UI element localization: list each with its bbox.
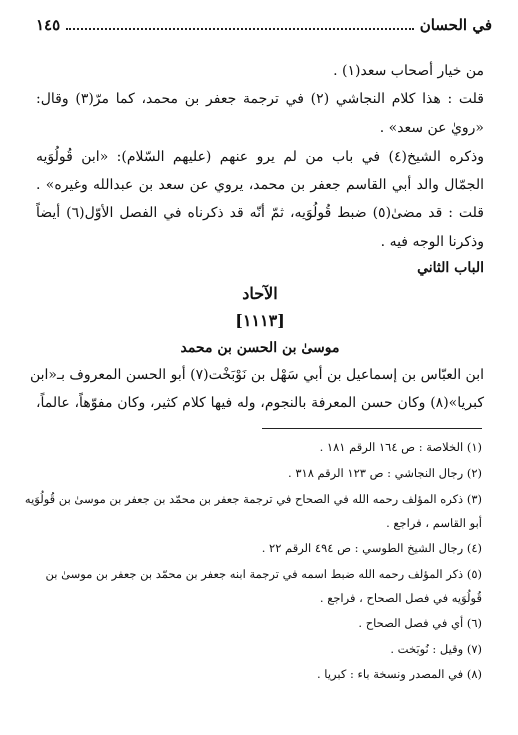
body-line-3: «رويٰ عن سعد» . [379,120,484,136]
footnote-2: (٢) رجال النجاشي : ص ١٢٣ الرقم ٣١٨ . [288,466,482,480]
running-head [36,12,492,38]
footnote-4: (٤) رجال الشيخ الطوسي : ص ٤٩٤ الرقم ٢٢ . [261,541,482,555]
chapter-heading: الباب الثاني [417,260,484,276]
entry-number: [١١١٣] [235,311,285,330]
body-line-4: وذكره الشيخ(٤) في باب من لم يرو عنهم (عليهم السّلام): «ابن قُولُوَيه [36,149,484,165]
page-number: ١٤٥ [36,16,61,34]
footnote-3-cont: أبو القاسم ، فراجع . [386,516,482,530]
body-line-7: وذكرنا الوجه فيه . [380,234,484,250]
running-head-title: في الحسان [419,16,492,34]
footnote-5-cont: قُولُوَيه في فصل الصحاح ، فراجع . [319,591,482,605]
footnote-3: (٣) ذكره المؤلف رحمه الله في الصحاح في ترجمة جعفر بن محمّد بن جعفر بن موسىٰ بن قُولُوَيه [24,492,482,506]
section-heading: الآحاد [242,284,278,303]
entry-title: موسىٰ بن الحسن بن محمد [180,340,340,356]
footnote-5: (٥) ذكر المؤلف رحمه الله ضبط اسمه في ترجمة ابنه جعفر بن محمّد بن جعفر بن موسىٰ بن [45,567,482,581]
footnote-8: (٨) في المصدر ونسخة باء : كبريا . [317,667,482,681]
body-line-6: قلت : قد مضىٰ(٥) ضبط قُولُوَيه، ثمّ أنّه قد ذكرناه في الفصل الأوّل(٦) أيضاً [36,205,484,221]
body-line-8: ابن العبّاس بن إسماعيل بن أبي سَهْل بن نَوْبَخْت(٧) أبو الحسن المعروف بـ«ابن [29,367,484,383]
running-head-dot-leader [66,28,414,30]
body-line-9: كبريا»(٨) وكان حسن المعرفة بالنجوم، وله فيها كلام كثير، وكان مفوّهاً، عالماً، [36,395,484,411]
footnote-6: (٦) أي في فصل الصحاح . [358,616,482,630]
footnote-1: (١) الخلاصة : ص ١٦٤ الرقم ١٨١ . [319,440,482,454]
footnote-7: (٧) وقيل : نُوبَخت . [390,642,482,656]
body-line-5: الجمّال والد أبي القاسم جعفر بن محمد، يروي عن سعد بن عبدالله وغيره» . [36,177,484,193]
footnote-separator [262,428,482,429]
body-line-1: من خيار أصحاب سعد(١) . [333,63,484,79]
body-line-2: قلت : هذا كلام النجاشي (٢) في ترجمة جعفر بن محمد، كما مرّ(٣) وقال: [36,91,484,107]
